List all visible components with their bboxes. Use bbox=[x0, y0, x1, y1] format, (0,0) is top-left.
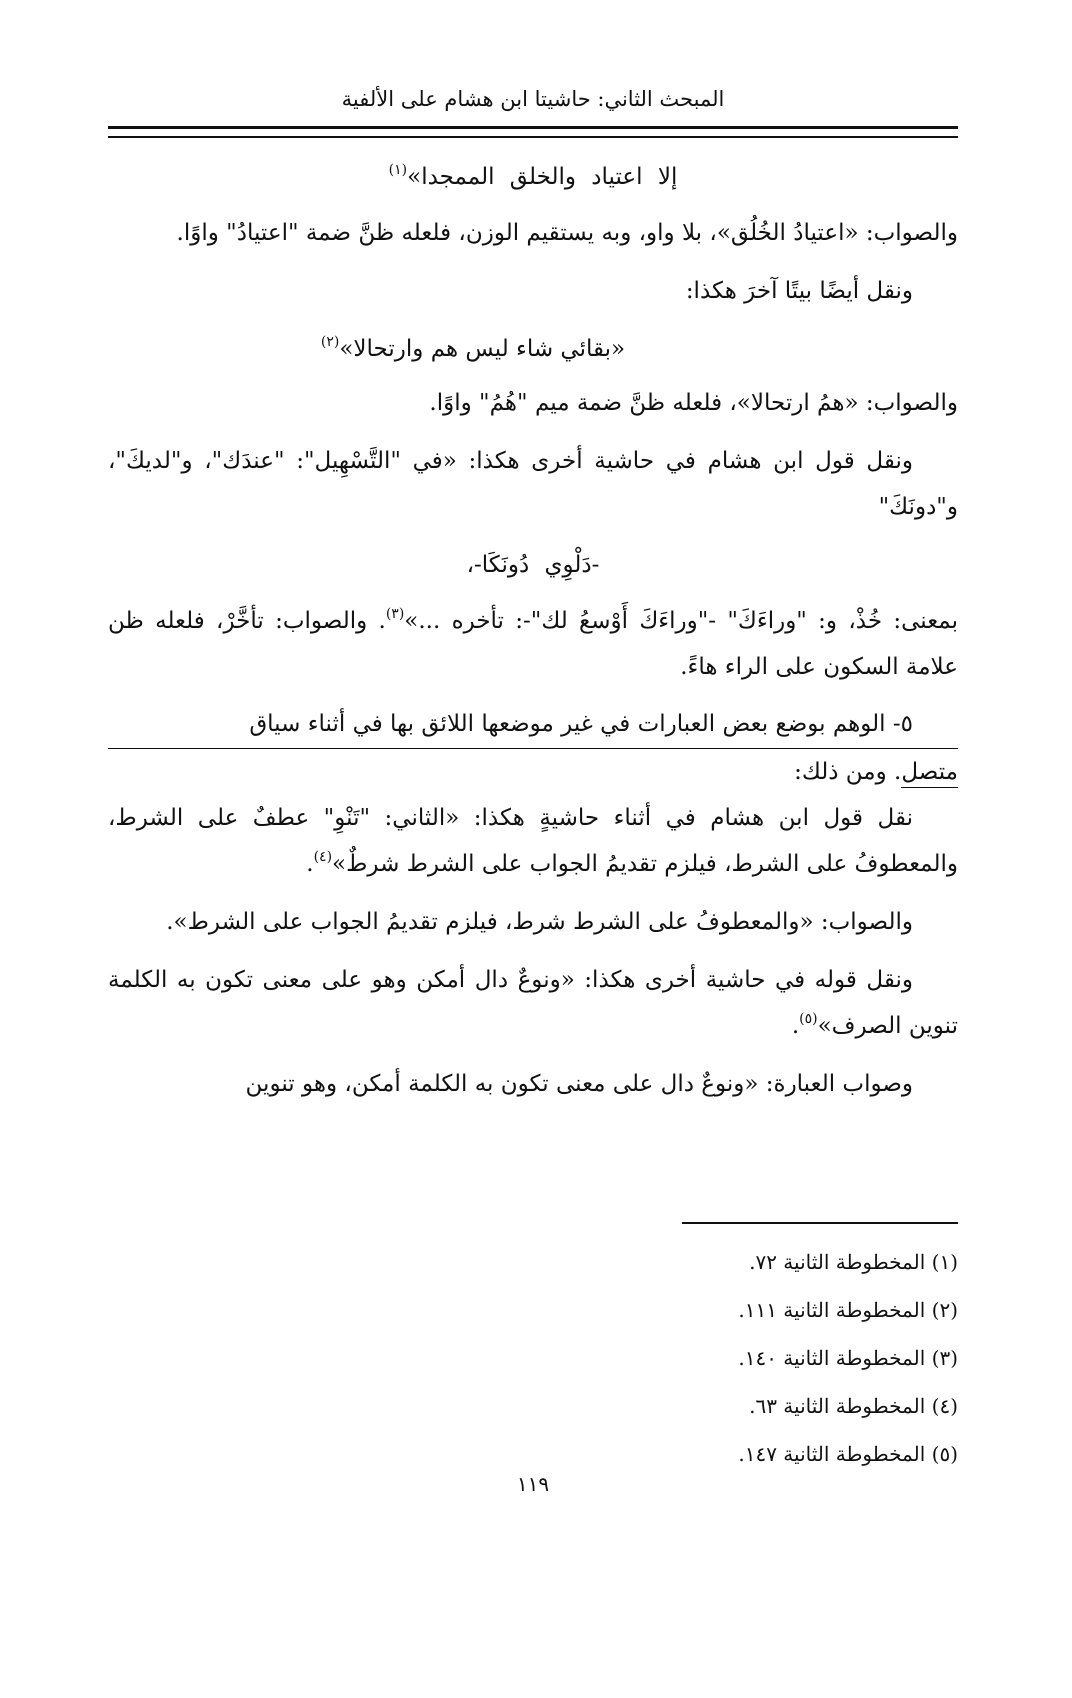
footnotes bbox=[108, 1238, 958, 1478]
paragraph bbox=[108, 957, 958, 1049]
paragraph-text: نقل قول ابن هشام في أثناء حاشيةٍ هكذا: «الثاني: "تَنْوِ" عطفٌ على الشرط، والمعطوفُ على الشرط، فيلزم تقديمُ الجواب على الشرط شرطٌ» bbox=[108, 805, 958, 877]
running-header: المبحث الثاني: حاشيتا ابن هشام على الألفية bbox=[341, 87, 725, 111]
heading-text: . ومن ذلك: bbox=[794, 759, 902, 785]
footnote-ref: (١) bbox=[388, 162, 408, 178]
footnote-ref: (٣) bbox=[385, 606, 405, 622]
verse-text: «بقائي شاء ليس هم وارتحالا» bbox=[339, 336, 626, 362]
paragraph-text: . والصواب: تأخَّرْ، فلعله ظن علامة السكون على الراء هاءً. bbox=[108, 608, 958, 680]
footnote-ref: (٢) bbox=[320, 334, 340, 350]
footnote: (٥) المخطوطة الثانية ١٤٧. bbox=[738, 1442, 958, 1466]
paragraph bbox=[108, 795, 958, 887]
verse-line bbox=[108, 154, 958, 200]
footnote-ref: (٥) bbox=[799, 1011, 818, 1027]
paragraph: والصواب: «والمعطوفُ على الشرط شرط، فيلزم تقديمُ الجواب على الشرط». bbox=[166, 909, 913, 935]
paragraph: والصواب: «اعتيادُ الخُلُق»، بلا واو، وبه يستقيم الوزن، فلعله ظنَّ ضمة "اعتيادُ" واوًا. bbox=[176, 220, 958, 246]
heading-line bbox=[108, 749, 958, 795]
footnote-separator bbox=[682, 1222, 958, 1224]
footnote-ref: (٤) bbox=[313, 849, 333, 865]
paragraph: والصواب: «همُ ارتحالا»، فلعله ظنَّ ضمة ميم "هُمُ" واوًا. bbox=[429, 390, 958, 416]
section-heading bbox=[108, 702, 958, 795]
page-number: ١١٩ bbox=[516, 1472, 550, 1496]
paragraph: وصواب العبارة: «ونوعٌ دال على معنى تكون به الكلمة أمكن، وهو تنوين bbox=[245, 1071, 913, 1097]
footnote: (٢) المخطوطة الثانية ١١١. bbox=[738, 1298, 958, 1322]
underlined-text: متصل bbox=[901, 759, 958, 788]
paragraph-text: . bbox=[791, 1013, 800, 1039]
footnote: (٤) المخطوطة الثانية ٦٣. bbox=[749, 1394, 958, 1418]
verse-text: إلا اعتياد والخلق الممجدا» bbox=[407, 164, 678, 190]
footnote: (١) المخطوطة الثانية ٧٢. bbox=[749, 1250, 958, 1274]
paragraph bbox=[108, 598, 958, 690]
verse-line bbox=[108, 326, 958, 372]
footnote: (٣) المخطوطة الثانية ١٤٠. bbox=[738, 1346, 958, 1370]
paragraph: ونقل أيضًا بيتًا آخرَ هكذا: bbox=[685, 278, 913, 304]
book-page bbox=[108, 0, 958, 1698]
paragraph-text: بمعنى: خُذْ، و: "وراءَكَ" -"وراءَكَ أَوْسعُ لك"-: تأخره ...» bbox=[404, 608, 958, 634]
paragraph-text: ونقل قوله في حاشية أخرى هكذا: «ونوعٌ دال أمكن وهو على معنى تكون به الكلمة تنوين الصرف» bbox=[108, 967, 958, 1039]
heading-line: ٥- الوهم بوضع بعض العبارات في غير موضعها اللائق بها في أثناء سياق bbox=[108, 702, 958, 749]
header-rule-thick bbox=[108, 126, 958, 129]
paragraph-text: . bbox=[306, 851, 314, 877]
main-text bbox=[108, 150, 958, 1107]
header-rule-thin bbox=[108, 136, 958, 138]
paragraph: ونقل قول ابن هشام في حاشية أخرى هكذا: «في "التَّسْهِيل": "عندَك"، و"لديكَ"، و"دونَكَ" bbox=[108, 448, 958, 520]
verse-line: -دَلْوِي دُونَكَا-، bbox=[466, 552, 600, 578]
